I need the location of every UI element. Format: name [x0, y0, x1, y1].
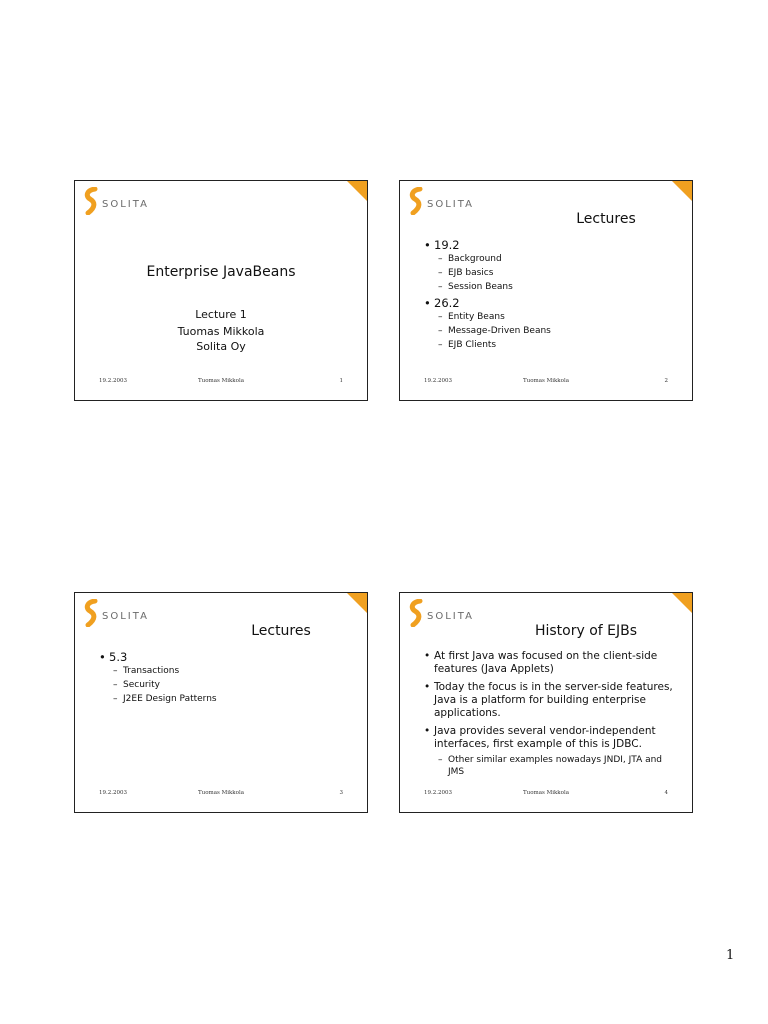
footer-date: 19.2.2003 — [424, 378, 452, 384]
bullet-item: • Java provides several vendor-independent interfaces, first example of this is JDBC. — [424, 725, 678, 751]
slide-4 — [399, 592, 693, 813]
footer-slide-number: 1 — [339, 378, 343, 384]
bullet-item: • 5.3 — [99, 650, 357, 664]
solita-s-icon — [83, 599, 99, 627]
slide-footer — [99, 790, 343, 800]
solita-logo — [83, 186, 149, 216]
logo-wordmark: SOLITA — [102, 198, 149, 210]
slide-2 — [399, 180, 693, 401]
sub-bullet-item: – Security — [99, 678, 357, 692]
bullet-list — [424, 648, 678, 778]
slide-footer — [424, 378, 668, 388]
solita-logo — [83, 598, 149, 628]
slide-footer — [99, 378, 343, 388]
footer-author: Tuomas Mikkola — [198, 790, 244, 796]
sub-bullet-item: – Other similar examples nowadays JNDI, JTA and JMS — [424, 754, 678, 778]
author-name: Tuomas Mikkola — [177, 325, 265, 338]
footer-date: 19.2.2003 — [99, 378, 127, 384]
slide-1 — [74, 180, 368, 401]
company-name: Solita Oy — [196, 340, 246, 353]
corner-accent — [347, 181, 367, 201]
page-number: 1 — [726, 948, 735, 963]
slide-title: Lectures — [251, 623, 311, 639]
footer-author: Tuomas Mikkola — [523, 790, 569, 796]
sub-bullet-item: – Session Beans — [424, 280, 682, 294]
sub-bullet-item: – Transactions — [99, 664, 357, 678]
slide-title: Lectures — [576, 211, 636, 227]
corner-accent — [672, 181, 692, 201]
solita-logo — [408, 186, 474, 216]
logo-wordmark: SOLITA — [427, 198, 474, 210]
bullet-item: • At first Java was focused on the client-side features (Java Applets) — [424, 650, 678, 676]
sub-bullet-item: – Message-Driven Beans — [424, 324, 682, 338]
sub-bullet-item: – EJB Clients — [424, 338, 682, 352]
sub-bullet-item: – Background — [424, 252, 682, 266]
logo-wordmark: SOLITA — [102, 610, 149, 622]
solita-logo — [408, 598, 474, 628]
footer-slide-number: 4 — [664, 790, 668, 796]
footer-date: 19.2.2003 — [99, 790, 127, 796]
bullet-list — [99, 648, 357, 706]
footer-slide-number: 2 — [664, 378, 668, 384]
solita-s-icon — [408, 187, 424, 215]
footer-author: Tuomas Mikkola — [523, 378, 569, 384]
corner-accent — [347, 593, 367, 613]
sub-bullet-item: – Entity Beans — [424, 310, 682, 324]
bullet-item: • Today the focus is in the server-side features, Java is a platform for building enterprise applications. — [424, 681, 678, 720]
lecture-label: Lecture 1 — [195, 308, 247, 321]
slide-3 — [74, 592, 368, 813]
title-details — [75, 307, 367, 354]
bullet-item: • 19.2 — [424, 238, 682, 252]
bullet-item: • 26.2 — [424, 296, 682, 310]
footer-date: 19.2.2003 — [424, 790, 452, 796]
sub-bullet-item: – J2EE Design Patterns — [99, 692, 357, 706]
slide-footer — [424, 790, 668, 800]
logo-wordmark: SOLITA — [427, 610, 474, 622]
footer-author: Tuomas Mikkola — [198, 378, 244, 384]
corner-accent — [672, 593, 692, 613]
footer-slide-number: 3 — [339, 790, 343, 796]
sub-bullet-item: – EJB basics — [424, 266, 682, 280]
solita-s-icon — [408, 599, 424, 627]
slide-title: History of EJBs — [534, 623, 638, 639]
slide-title: Enterprise JavaBeans — [146, 264, 296, 280]
solita-s-icon — [83, 187, 99, 215]
bullet-list — [424, 236, 682, 352]
